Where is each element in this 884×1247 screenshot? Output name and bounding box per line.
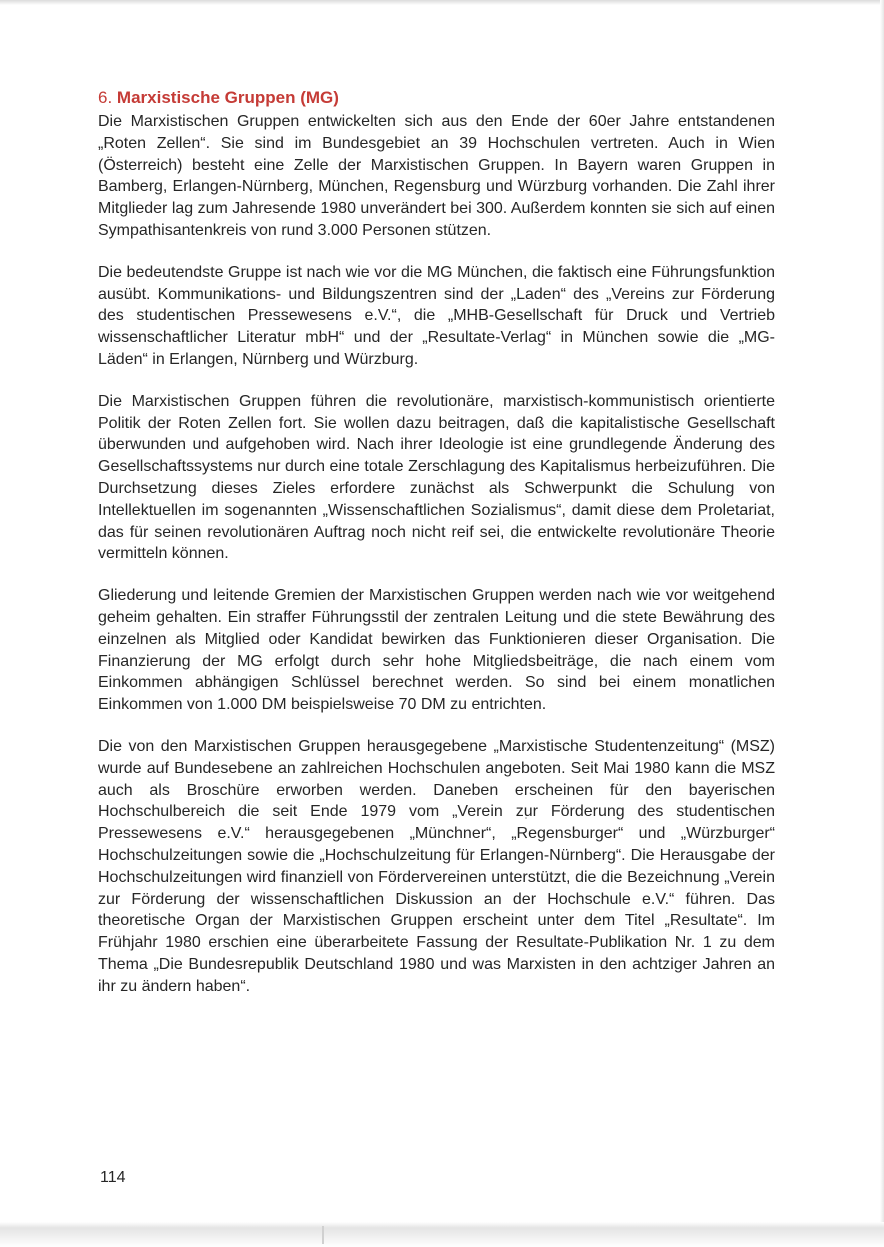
section-heading <box>98 87 775 109</box>
paragraph-3: Die Marxistischen Gruppen führen die revolutionäre, marxistisch-kommunistisch orientierte Politik der Roten Zellen fort. Sie wollen dazu beitragen, daß die kapitalistische Gesellschaft überwunden und aufgehoben wird. Nach ihrer Ideologie ist eine grundlegende Änderung des Gesellschaftssystems nur durch eine totale Zerschlagung des Kapitalismus herbeizuführen. Die Durchsetzung dieses Zieles erfordere zunächst als Schwerpunkt die Schulung von Intellektuellen im sogenannten „Wissenschaftlichen Sozialismus“, damit diese dem Proletariat, das für seinen revolutionären Auftrag noch nicht reif sei, die entwickelte revolutionäre Theorie vermitteln können. <box>98 392 775 563</box>
document-body <box>98 87 775 1017</box>
page-bottom-edge <box>0 1222 884 1247</box>
section-title: Marxistische Gruppen (MG) <box>116 88 339 107</box>
page-top-edge <box>0 0 884 5</box>
paragraph-1: Die Marxistischen Gruppen entwickelten sich aus den Ende der 60er Jahre entstandenen „Roten Zellen“. Sie sind im Bundesgebiet an 39 Hochschulen vertreten. Auch in Wien (Österreich) besteht eine Zelle der Marxistischen Gruppen. In Bayern waren Gruppen in Bamberg, Erlangen-Nürnberg, München, Regensburg und Würzburg vorhanden. Die Zahl ihrer Mitglieder lag zum Jahresende 1980 unverändert bei 300. Außerdem konnten sie sich auf einen Sympathisantenkreis von rund 3.000 Personen stützen. <box>98 113 775 239</box>
paragraph-4: Gliederung und leitende Gremien der Marxistischen Gruppen werden nach wie vor weitgehend geheim gehalten. Ein straffer Führungsstil der zentralen Leitung und die stete Bewährung des einzelnen als Mitglied oder Kandidat bewirken das Funktionieren dieser Organisation. Die Finanzierung der MG erfolgt durch sehr hohe Mitgliedsbeiträge, die nach einem vom Einkommen abhängigen Schlüssel berechnet werden. So sind bei einem monatlichen Einkommen von 1.000 DM beispielsweise 70 DM zu entrichten. <box>98 587 775 714</box>
paragraph-5: Die von den Marxistischen Gruppen herausgegebene „Marxistische Studentenzeitung“ (MSZ) wurde auf Bundesebene an zahlreichen Hochschulen angeboten. Seit Mai 1980 kann die MSZ auch als Broschüre erworben werden. Daneben erscheinen für den bayerischen Hochschulbereich die seit Ende 1979 vom „Verein zur Förderung des studentischen Pressewesens e.V.“ herausgegebenen „Münchner“, „Regensburger“ und „Würzburger“ Hochschulzeitungen sowie die „Hochschulzeitung für Erlangen-Nürnberg“. Die Herausgabe der Hochschulzeitungen wird finanziell von Fördervereinen unterstützt, die die Bezeichnung „Verein zur Förderung der wissenschaftlichen Diskussion an der Hochschule e.V.“ führen. Das theoretische Organ der Marxistischen Gruppen erscheint unter dem Titel „Resultate“. Im Frühjahr 1980 erschien eine überarbeitete Fassung der Resultate-Publikation Nr. 1 zu dem Thema „Die Bundesrepublik Deutschland 1980 und was Marxisten in den achtziger Jahren an ihr zu ändern haben“. <box>98 737 775 995</box>
page-right-edge <box>880 0 884 1247</box>
section-number: 6. <box>98 88 113 107</box>
page-number: 114 <box>100 1169 126 1186</box>
paragraph-2: Die bedeutendste Gruppe ist nach wie vor die MG München, die faktisch eine Führungsfunktion ausübt. Kommunikations- und Bildungszentren sind der „Laden“ des „Vereins zur Förderung des studentischen Pressewesens e.V.“, die „MHB-Gesellschaft für Druck und Vertrieb wissenschaftlicher Literatur mbH“ und der „Resultate-Verlag“ in München sowie die „MG-Läden“ in Erlangen, Nürnberg und Würzburg. <box>98 263 775 368</box>
scan-mark <box>322 1226 324 1244</box>
